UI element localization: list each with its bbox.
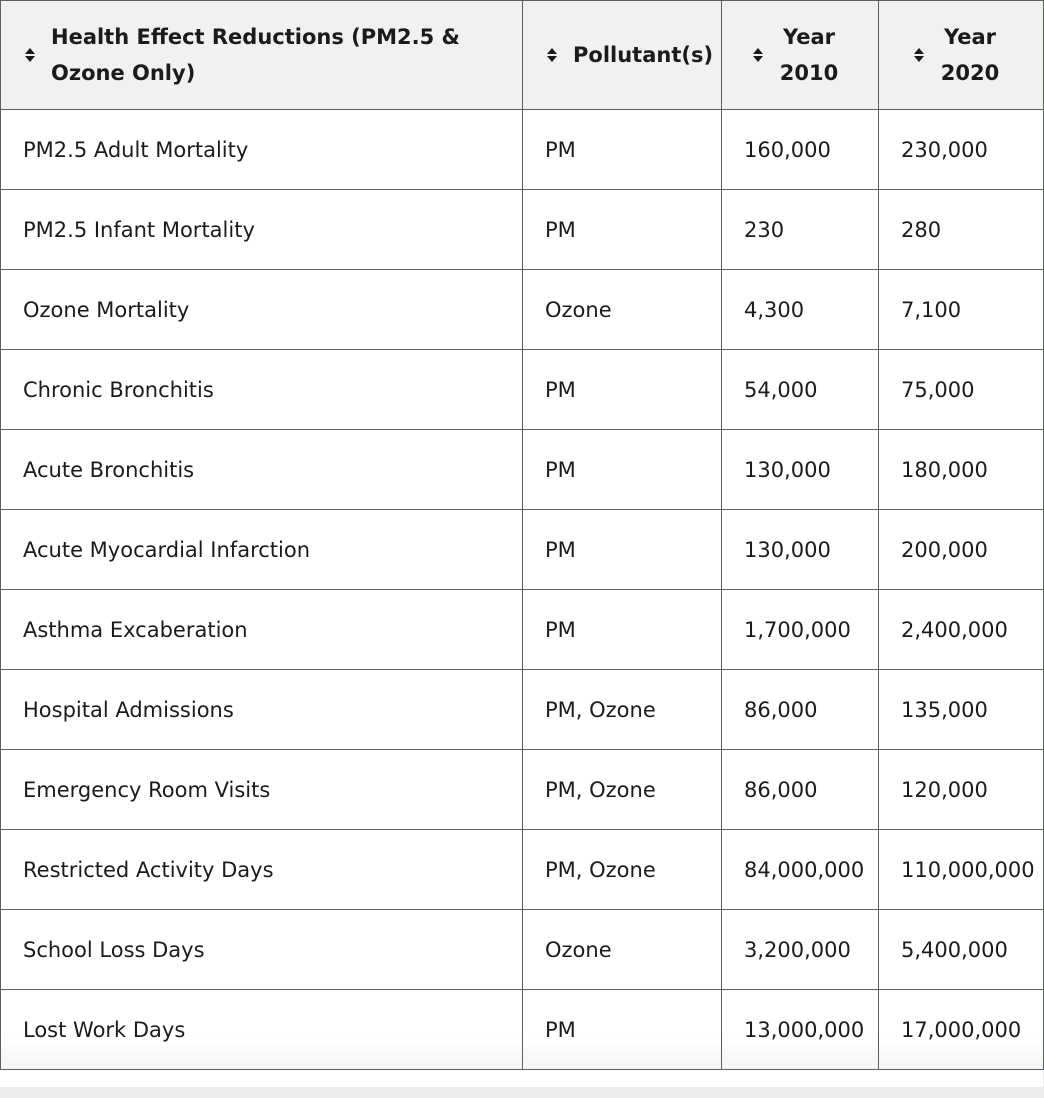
- year-2010-value-cell: 86,000: [722, 670, 879, 750]
- year-2020-value-cell: 5,400,000: [879, 910, 1044, 990]
- sort-icon[interactable]: [912, 48, 926, 62]
- table-row: [1, 430, 1044, 510]
- year-2020-value-cell: 135,000: [879, 670, 1044, 750]
- year-2020-value-cell: 17,000,000: [879, 990, 1044, 1070]
- table-row: [1, 270, 1044, 350]
- pollutant-cell: PM: [523, 990, 722, 1070]
- table-body: [1, 110, 1044, 1070]
- health-effect-cell: Chronic Bronchitis: [1, 350, 523, 430]
- sort-icon[interactable]: [545, 48, 559, 62]
- year-2010-value-cell: 160,000: [722, 110, 879, 190]
- year-2020-value-cell: 200,000: [879, 510, 1044, 590]
- pollutant-cell: PM: [523, 430, 722, 510]
- column-header-year-2010[interactable]: [722, 1, 879, 110]
- year-2010-value-cell: 130,000: [722, 430, 879, 510]
- year-2010-value-cell: 84,000,000: [722, 830, 879, 910]
- year-2010-value-cell: 230: [722, 190, 879, 270]
- year-2010-value-cell: 86,000: [722, 750, 879, 830]
- table-row: [1, 590, 1044, 670]
- year-2010-value-cell: 54,000: [722, 350, 879, 430]
- table-row: [1, 110, 1044, 190]
- sort-icon[interactable]: [23, 48, 37, 62]
- pollutant-cell: PM, Ozone: [523, 750, 722, 830]
- year-2010-value-cell: 3,200,000: [722, 910, 879, 990]
- health-effect-cell: Hospital Admissions: [1, 670, 523, 750]
- column-header-health-effect[interactable]: [1, 1, 523, 110]
- year-2020-value-cell: 75,000: [879, 350, 1044, 430]
- year-2010-value-cell: 13,000,000: [722, 990, 879, 1070]
- table-row: [1, 910, 1044, 990]
- year-2010-value-cell: 130,000: [722, 510, 879, 590]
- pollutant-cell: PM: [523, 350, 722, 430]
- health-effect-cell: Ozone Mortality: [1, 270, 523, 350]
- health-effect-cell: School Loss Days: [1, 910, 523, 990]
- health-effect-cell: Acute Bronchitis: [1, 430, 523, 510]
- column-header-label: Health Effect Reductions (PM2.5 & Ozone Only): [51, 25, 460, 85]
- sort-icon[interactable]: [751, 48, 765, 62]
- year-2020-value-cell: 7,100: [879, 270, 1044, 350]
- table-row: [1, 830, 1044, 910]
- column-header-year-2020[interactable]: [879, 1, 1044, 110]
- pollutant-cell: PM, Ozone: [523, 830, 722, 910]
- table-row: [1, 990, 1044, 1070]
- year-2010-value-cell: 4,300: [722, 270, 879, 350]
- table-row: [1, 750, 1044, 830]
- table-row: [1, 670, 1044, 750]
- pollutant-cell: PM: [523, 590, 722, 670]
- pollutant-cell: Ozone: [523, 270, 722, 350]
- health-effect-cell: Restricted Activity Days: [1, 830, 523, 910]
- health-effect-cell: Acute Myocardial Infarction: [1, 510, 523, 590]
- pollutant-cell: PM: [523, 110, 722, 190]
- health-effect-cell: Asthma Excaberation: [1, 590, 523, 670]
- health-effect-cell: Lost Work Days: [1, 990, 523, 1070]
- column-header-pollutant[interactable]: [523, 1, 722, 110]
- year-2020-value-cell: 280: [879, 190, 1044, 270]
- pollutant-cell: PM: [523, 190, 722, 270]
- table-row: [1, 510, 1044, 590]
- year-2020-value-cell: 120,000: [879, 750, 1044, 830]
- table-row: [1, 190, 1044, 270]
- pollutant-cell: PM: [523, 510, 722, 590]
- health-effect-cell: PM2.5 Adult Mortality: [1, 110, 523, 190]
- health-effect-cell: PM2.5 Infant Mortality: [1, 190, 523, 270]
- year-2010-value-cell: 1,700,000: [722, 590, 879, 670]
- year-2020-value-cell: 2,400,000: [879, 590, 1044, 670]
- health-effect-cell: Emergency Room Visits: [1, 750, 523, 830]
- column-header-label: Year 2010: [779, 25, 839, 85]
- table-row: [1, 350, 1044, 430]
- pollutant-cell: PM, Ozone: [523, 670, 722, 750]
- column-header-label: Year 2020: [940, 25, 1000, 85]
- year-2020-value-cell: 230,000: [879, 110, 1044, 190]
- header-row: [1, 1, 1044, 110]
- pollutant-cell: Ozone: [523, 910, 722, 990]
- year-2020-value-cell: 180,000: [879, 430, 1044, 510]
- year-2020-value-cell: 110,000,000: [879, 830, 1044, 910]
- column-header-label: Pollutant(s): [573, 43, 714, 67]
